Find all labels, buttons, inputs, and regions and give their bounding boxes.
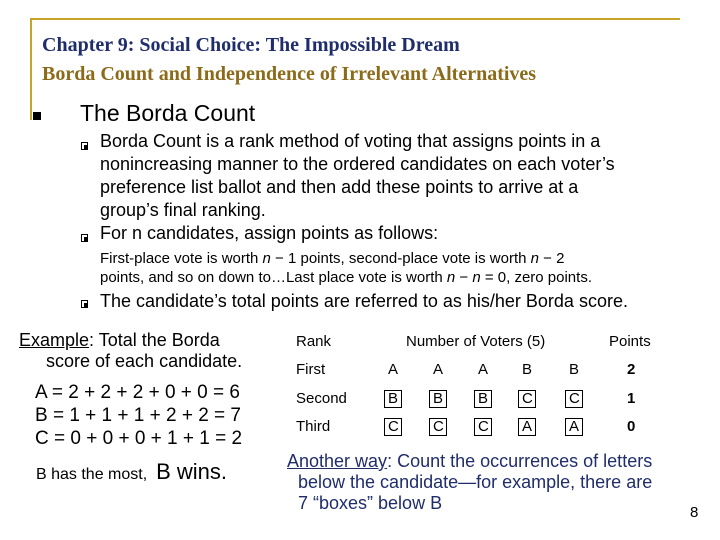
square-bullet-icon [33, 112, 41, 120]
table-vote-cell: B [522, 361, 533, 378]
open-square-bullet-icon [81, 300, 88, 308]
table-vote-cell: C [478, 418, 489, 435]
result-winner: B wins. [156, 459, 227, 484]
frame-top-line [30, 18, 680, 20]
another-way-text: : Count the occurrences of letters [387, 451, 653, 471]
rule-text: − 2 [538, 250, 565, 267]
result-text: B has the most, [36, 466, 148, 483]
rule-text: = 0, zero points. [480, 269, 592, 286]
example-text: : Total the Borda [89, 330, 220, 350]
slide-title [42, 31, 536, 89]
table-vote-cell: B [569, 361, 580, 378]
another-way-note [287, 451, 652, 514]
section-heading: The Borda Count [80, 100, 256, 126]
table-points-cell: 0 [627, 418, 636, 435]
example-prompt [19, 330, 242, 372]
table-rank-cell: Second [296, 390, 347, 407]
result [36, 460, 227, 487]
table-vote-cell: A [522, 418, 533, 435]
another-way-text-2: below the candidate—for example, there are [298, 472, 653, 492]
page-number: 8 [690, 504, 699, 521]
rule-text: points, and so on down to…Last place vote is worth [100, 269, 447, 286]
bullet-definition [100, 130, 690, 222]
table-vote-cell: B [388, 390, 399, 407]
rule-line-1 [100, 249, 564, 268]
table-rank-cell: Third [296, 418, 331, 435]
rule-var: n [472, 269, 481, 286]
example-text-2: score of each candidate. [46, 351, 243, 371]
table-points-cell: 1 [627, 390, 636, 407]
rule-var: n [262, 250, 271, 267]
table-vote-cell: C [522, 390, 533, 407]
rule-line-2 [100, 268, 592, 287]
open-square-bullet-icon [81, 234, 88, 242]
table-vote-cell: C [388, 418, 399, 435]
table-vote-cell: C [569, 390, 580, 407]
table-vote-cell: A [388, 361, 399, 378]
rule-text: − [455, 269, 473, 286]
bullet-borda-score: The candidate’s total points are referred to as his/her Borda score. [100, 291, 628, 311]
example-label: Example [19, 330, 90, 350]
vote-box [518, 390, 536, 408]
definition-line: nonincreasing manner to the ordered candidates on each voter’s [100, 154, 615, 174]
another-way-label: Another way [287, 451, 388, 471]
table-rank-cell: First [296, 361, 326, 378]
table-vote-cell: A [433, 361, 444, 378]
table-vote-cell: C [433, 418, 444, 435]
rule-var: n [446, 269, 456, 286]
title-line-1: Chapter 9: Social Choice: The Impossible Dream [42, 34, 460, 56]
table-points-cell: 2 [627, 361, 636, 378]
calc-a: A = 2 + 2 + 2 + 0 + 0 = 6 [35, 382, 240, 403]
table-vote-cell: B [433, 390, 444, 407]
table-header-rank: Rank [296, 333, 332, 350]
definition-line: group’s final ranking. [100, 200, 266, 220]
table-vote-cell: A [478, 361, 489, 378]
rule-text: − 1 points, second-place vote is worth [270, 250, 531, 267]
calc-c: C = 0 + 0 + 0 + 1 + 1 = 2 [35, 428, 243, 449]
another-way-text-3: 7 “boxes” below B [298, 493, 443, 513]
vote-box [565, 390, 583, 408]
definition-line: Borda Count is a rank method of voting that assigns points in a [100, 131, 601, 151]
definition-line: preference list ballot and then add these points to arrive at a [100, 177, 579, 197]
title-line-2: Borda Count and Independence of Irrelevant Alternatives [42, 63, 537, 85]
rule-text: First-place vote is worth [100, 250, 263, 267]
rule-var: n [530, 250, 539, 267]
open-square-bullet-icon [81, 142, 88, 150]
table-header-voters: Number of Voters (5) [406, 333, 546, 350]
calc-b: B = 1 + 1 + 1 + 2 + 2 = 7 [35, 405, 241, 426]
table-vote-cell: A [569, 418, 580, 435]
frame-left-line [30, 18, 32, 120]
table-vote-cell: B [478, 390, 489, 407]
table-header-points: Points [609, 333, 651, 350]
bullet-assign-points: For n candidates, assign points as follows: [100, 223, 439, 243]
